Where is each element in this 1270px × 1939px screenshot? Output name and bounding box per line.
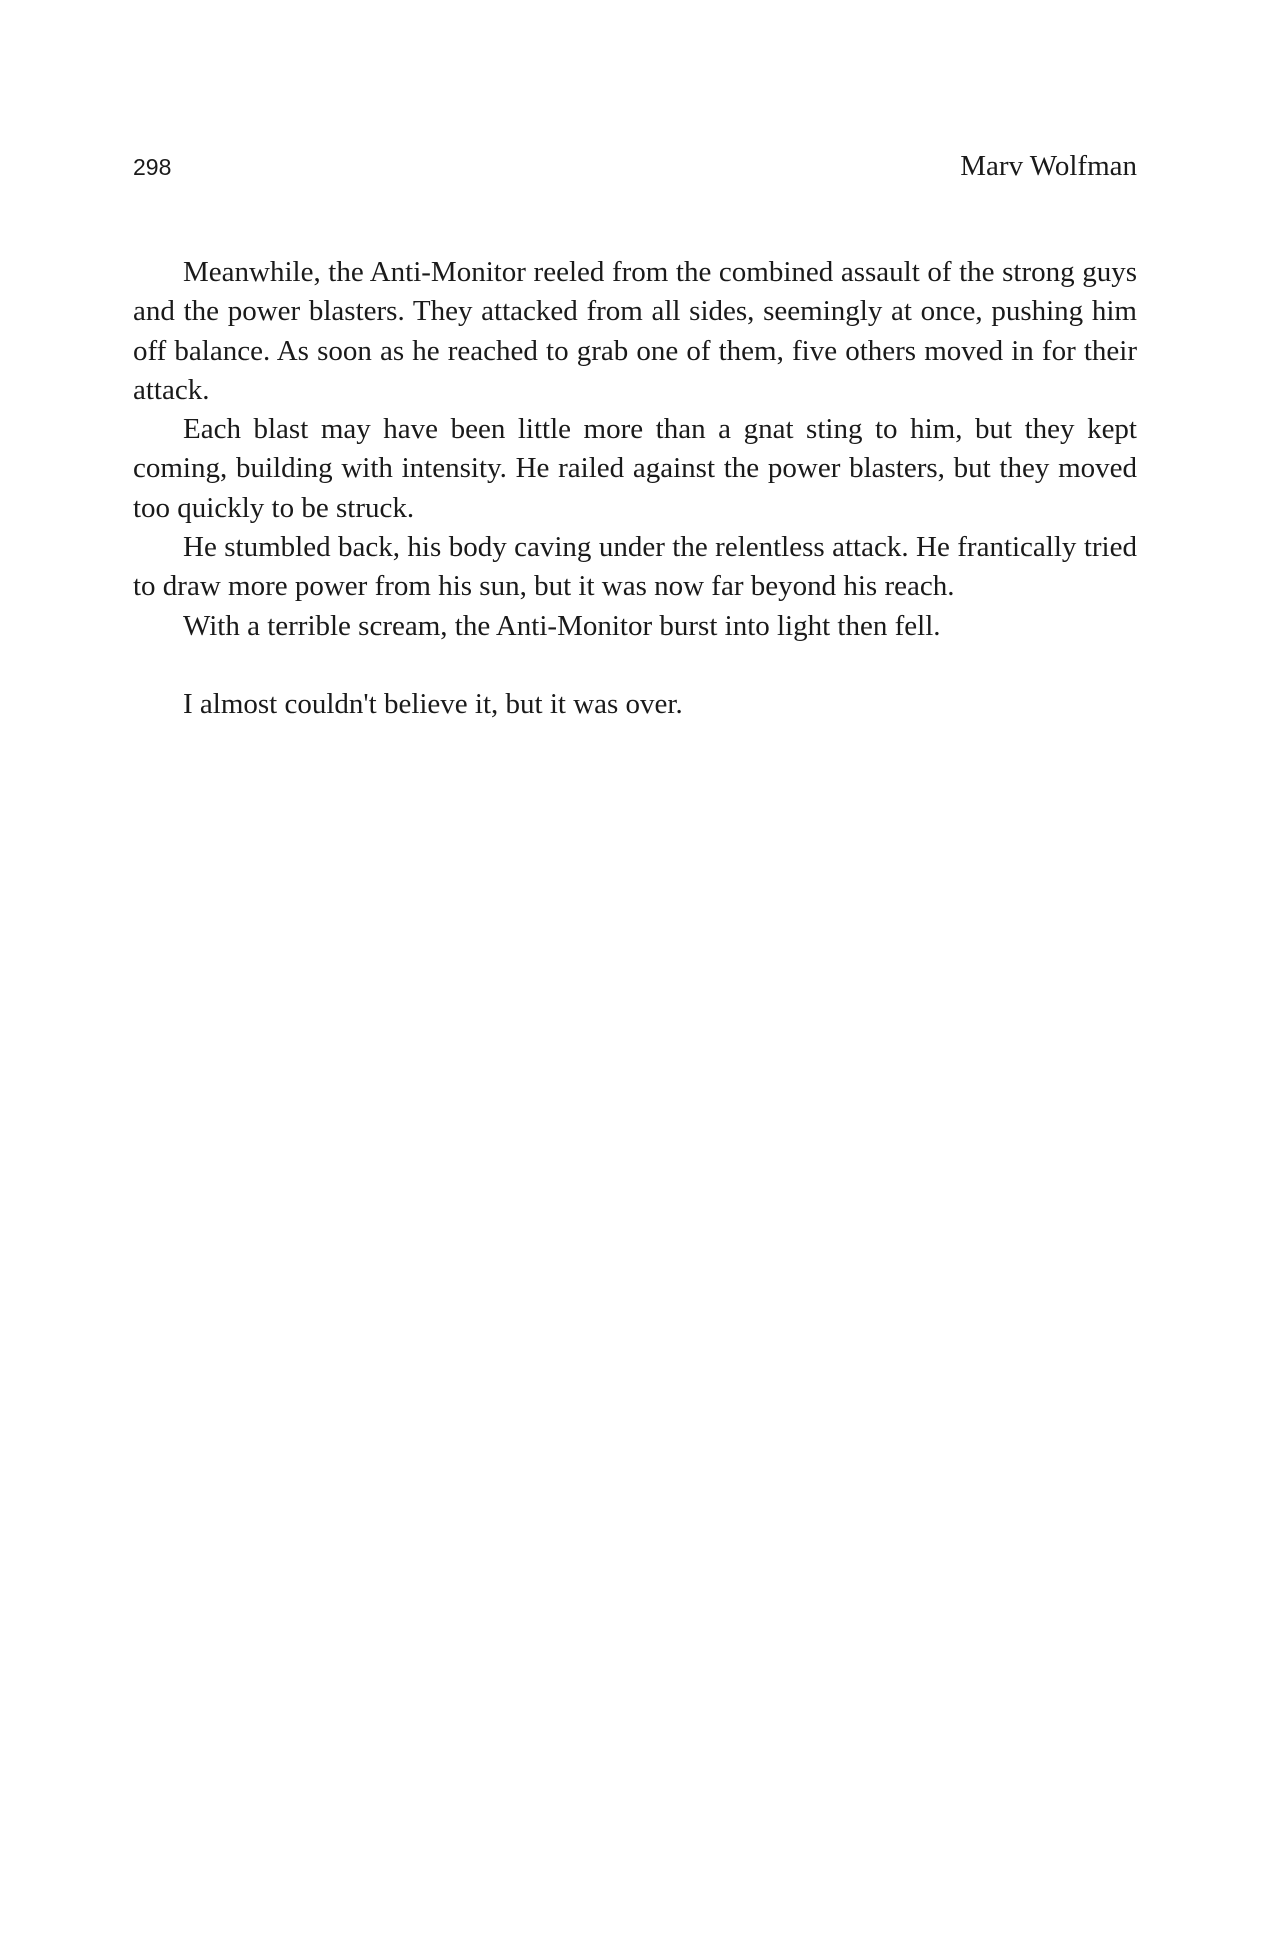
running-head [133,148,1137,188]
paragraph: With a terrible scream, the Anti-Monitor burst into light then fell. [183,609,941,642]
paragraph: Meanwhile, the Anti-Monitor reeled from the combined assault of the strong guys and the power blasters. They attacked from all sides, seemingly at once, pushing him off balance. As soon as he reached to grab one of them, five others moved in for their attack. [133,256,1137,406]
paragraph: I almost couldn't believe it, but it was over. [183,687,683,720]
page-number: 298 [133,154,172,180]
paragraph: Each blast may have been little more than a gnat sting to him, but they kept coming, building with intensity. He railed against the power blasters, but they moved too quickly to be struck. [133,413,1137,524]
author-name: Marv Wolfman [960,150,1137,182]
body-text [133,253,1137,724]
paragraph: He stumbled back, his body caving under the relentless attack. He frantically tried to draw more power from his sun, but it was now far beyond his reach. [133,531,1137,603]
